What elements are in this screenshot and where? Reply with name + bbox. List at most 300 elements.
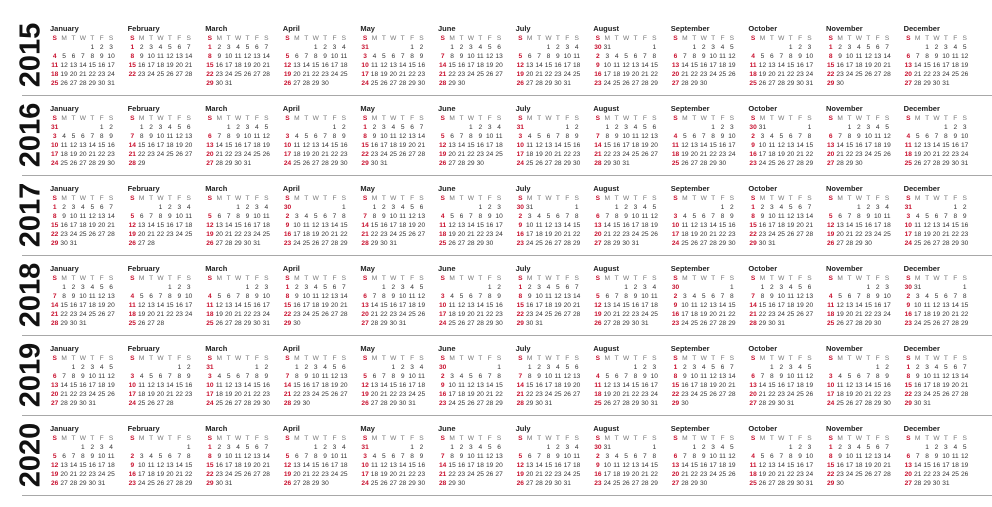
day-cell: 9: [760, 212, 765, 220]
day-cell: 4: [497, 124, 501, 131]
day-cell: 3: [962, 124, 967, 131]
day-cell: 20: [215, 230, 223, 238]
day-cell: 23: [215, 70, 223, 78]
weekday-header: S: [440, 195, 445, 202]
month-name: January: [50, 24, 79, 33]
weekday-header: W: [79, 355, 86, 362]
day-cell: 21: [439, 470, 447, 478]
day-cell: 8: [652, 52, 657, 60]
weekday-header: T: [943, 275, 948, 282]
day-cell: 5: [807, 364, 812, 371]
day-cell: 6: [410, 124, 414, 131]
day-cell: 27: [749, 399, 757, 407]
weekday-header: W: [467, 355, 474, 362]
day-cell: 25: [147, 479, 155, 487]
day-cell: 20: [874, 61, 882, 69]
month-calendar: [671, 20, 747, 92]
day-cell: 31: [225, 79, 233, 87]
day-cell: 23: [796, 70, 804, 78]
day-cell: 12: [864, 52, 872, 60]
weekday-header: S: [828, 195, 833, 202]
weekday-header: F: [487, 435, 492, 442]
day-cell: 4: [857, 444, 861, 451]
day-cell: 7: [944, 212, 948, 220]
day-cell: 23: [594, 79, 602, 87]
day-cell: 18: [777, 221, 785, 229]
day-cell: 20: [293, 70, 301, 78]
weekday-header: S: [285, 115, 290, 122]
day-cell: 21: [603, 230, 611, 238]
weekday-header: F: [953, 195, 958, 202]
day-cell: 29: [408, 479, 416, 487]
day-cell: 22: [516, 310, 524, 318]
day-cell: 1: [624, 284, 628, 291]
weekday-header: S: [807, 435, 812, 442]
day-cell: 14: [79, 61, 87, 69]
month-name: March: [205, 344, 228, 353]
day-cell: 2: [304, 364, 309, 371]
weekday-header: F: [99, 35, 104, 42]
day-cell: 17: [399, 301, 407, 309]
day-cell: 18: [951, 61, 959, 69]
day-cell: 5: [915, 132, 920, 140]
day-cell: 31: [603, 444, 611, 451]
day-cell: 11: [719, 52, 726, 60]
weekday-header: F: [332, 275, 337, 282]
day-cell: 15: [225, 141, 233, 149]
day-cell: 12: [486, 52, 494, 60]
day-cell: 20: [904, 70, 912, 78]
day-cell: 5: [459, 292, 464, 300]
day-cell: 23: [951, 150, 959, 158]
day-cell: 12: [563, 372, 571, 380]
weekday-header: T: [925, 195, 930, 202]
day-cell: 28: [845, 239, 854, 247]
weekday-header: S: [186, 355, 191, 362]
weekday-header: W: [778, 195, 785, 202]
weekday-header: T: [847, 35, 852, 42]
weekday-header: M: [526, 195, 533, 202]
day-cell: 22: [330, 150, 339, 158]
day-cell: 8: [925, 452, 929, 460]
day-cell: 9: [109, 132, 113, 140]
day-cell: 26: [641, 150, 649, 158]
weekday-header: T: [167, 275, 172, 282]
weekday-header: T: [323, 115, 328, 122]
month-name: February: [127, 424, 160, 433]
day-cell: 16: [573, 141, 581, 149]
day-cell: 3: [440, 292, 445, 300]
day-cell: 1: [527, 364, 532, 371]
day-cell: 25: [79, 230, 87, 238]
weekday-header: W: [933, 275, 940, 282]
day-cell: 18: [302, 230, 310, 238]
day-cell: 3: [944, 44, 948, 51]
weekday-header: F: [720, 115, 725, 122]
weekday-header: T: [459, 195, 464, 202]
day-cell: 21: [535, 70, 543, 78]
weekday-header: S: [130, 115, 135, 122]
weekday-header: T: [381, 35, 386, 42]
weekday-header: T: [866, 115, 871, 122]
day-cell: 31: [107, 79, 115, 87]
day-cell: 16: [293, 301, 301, 309]
weekday-header: T: [167, 35, 172, 42]
weekday-header: S: [108, 115, 114, 122]
day-cell: 21: [175, 470, 183, 478]
day-cell: 15: [166, 301, 174, 309]
day-cell: 24: [923, 390, 931, 398]
day-cell: 10: [330, 52, 339, 60]
day-cell: 21: [361, 230, 369, 238]
day-cell: 29: [467, 159, 475, 167]
day-cell: 13: [709, 301, 717, 309]
day-cell: 8: [158, 212, 163, 220]
day-cell: 14: [563, 221, 571, 229]
day-cell: 24: [681, 319, 689, 327]
day-cell: 6: [875, 444, 880, 451]
day-cell: 8: [255, 372, 259, 380]
day-cell: 27: [361, 319, 369, 327]
day-cell: 11: [495, 132, 503, 140]
weekday-header: M: [759, 115, 766, 122]
day-cell: 2: [478, 124, 483, 131]
day-cell: 28: [777, 479, 785, 487]
day-cell: 20: [923, 150, 931, 158]
day-cell: 15: [312, 61, 320, 69]
day-cell: 6: [186, 124, 191, 131]
day-cell: 12: [845, 381, 854, 389]
day-cell: 18: [594, 390, 602, 398]
day-cell: 26: [330, 390, 339, 398]
day-cell: 4: [751, 52, 755, 60]
day-cell: 23: [961, 230, 969, 238]
weekday-header: S: [285, 195, 290, 202]
day-cell: 4: [410, 284, 414, 291]
day-cell: 11: [418, 372, 425, 380]
day-cell: 1: [478, 204, 483, 211]
day-cell: 24: [69, 230, 78, 238]
weekday-header: T: [381, 115, 386, 122]
day-cell: 14: [700, 141, 708, 149]
day-cell: 23: [138, 70, 146, 78]
month-name: September: [670, 24, 710, 33]
day-cell: 20: [253, 461, 261, 469]
day-cell: 10: [709, 52, 717, 60]
weekday-header: T: [692, 275, 697, 282]
day-cell: 6: [99, 204, 104, 211]
day-cell: 5: [518, 52, 523, 60]
day-cell: 5: [838, 292, 842, 300]
weekday-header: W: [700, 195, 707, 202]
day-cell: 8: [469, 132, 473, 140]
day-cell: 14: [758, 381, 767, 389]
weekday-header: W: [855, 35, 862, 42]
day-cell: 16: [554, 461, 562, 469]
day-cell: 13: [60, 461, 68, 469]
day-cell: 6: [527, 52, 532, 60]
weekday-header: S: [652, 35, 657, 42]
day-cell: 23: [380, 230, 388, 238]
day-cell: 3: [711, 44, 715, 51]
day-cell: 9: [673, 301, 678, 309]
day-cell: 8: [186, 452, 191, 460]
day-cell: 23: [389, 310, 397, 318]
day-cell: 13: [138, 221, 146, 229]
day-cell: 5: [52, 452, 57, 460]
day-cell: 1: [751, 204, 755, 211]
day-cell: 20: [671, 70, 680, 78]
day-cell: 23: [681, 390, 689, 398]
day-cell: 30: [777, 399, 785, 407]
weekday-header: F: [177, 115, 182, 122]
day-cell: 14: [641, 461, 649, 469]
day-cell: 4: [168, 124, 172, 131]
day-cell: 24: [690, 390, 698, 398]
day-cell: 15: [603, 141, 611, 149]
day-cell: 8: [71, 372, 76, 380]
day-cell: 3: [304, 284, 309, 291]
day-cell: 2: [614, 124, 619, 131]
day-cell: 23: [166, 230, 174, 238]
day-cell: 19: [448, 230, 456, 238]
month-calendar: [360, 180, 436, 252]
day-cell: 6: [295, 452, 299, 460]
weekday-header: F: [720, 355, 725, 362]
weekday-header: W: [467, 35, 474, 42]
day-cell: 14: [864, 381, 872, 389]
day-cell: 28: [467, 239, 475, 247]
day-cell: 25: [107, 470, 115, 478]
day-cell: 21: [516, 390, 524, 398]
day-cell: 10: [709, 452, 717, 460]
day-cell: 21: [836, 150, 844, 158]
day-cell: 6: [139, 212, 144, 220]
day-cell: 11: [719, 452, 726, 460]
weekday-header: W: [390, 35, 397, 42]
day-cell: 2: [934, 44, 939, 51]
day-cell: 19: [777, 150, 785, 158]
day-cell: 15: [768, 381, 776, 389]
day-cell: 24: [641, 310, 649, 318]
day-cell: 20: [147, 310, 155, 318]
day-cell: 10: [728, 132, 736, 140]
weekday-header: S: [962, 435, 967, 442]
day-cell: 2: [186, 364, 191, 371]
day-cell: 1: [313, 444, 318, 451]
day-cell: 27: [805, 310, 814, 318]
day-cell: 13: [185, 132, 193, 140]
day-cell: 21: [594, 150, 602, 158]
day-cell: 11: [933, 372, 940, 380]
day-cell: 22: [864, 310, 872, 318]
day-cell: 30: [554, 79, 562, 87]
day-cell: 27: [613, 399, 621, 407]
weekday-header: W: [234, 275, 242, 282]
month-calendar: [128, 340, 204, 412]
day-cell: 12: [622, 61, 630, 69]
day-cell: 2: [574, 124, 579, 131]
day-cell: 9: [962, 212, 967, 220]
weekday-header: S: [729, 35, 735, 42]
day-cell: 13: [613, 381, 621, 389]
weekday-header: S: [574, 195, 579, 202]
day-cell: 7: [109, 204, 113, 211]
day-cell: 28: [399, 79, 407, 87]
day-cell: 23: [147, 150, 155, 158]
day-cell: 16: [594, 470, 602, 478]
day-cell: 5: [410, 204, 414, 211]
day-cell: 10: [671, 221, 680, 229]
weekday-header: M: [371, 355, 378, 362]
day-cell: 30: [457, 79, 466, 87]
day-cell: 20: [573, 381, 581, 389]
day-cell: 22: [486, 310, 494, 318]
weekday-header: T: [711, 115, 716, 122]
day-cell: 7: [469, 212, 473, 220]
day-cell: 5: [701, 292, 706, 300]
day-cell: 10: [845, 52, 854, 60]
weekday-header: S: [207, 115, 213, 122]
day-cell: 21: [681, 470, 689, 478]
weekday-header: T: [769, 275, 774, 282]
month-calendar: [128, 100, 204, 172]
month-name: June: [438, 344, 456, 353]
day-cell: 27: [932, 239, 941, 247]
month-name: April: [282, 424, 300, 433]
weekday-header: S: [673, 35, 678, 42]
weekday-header: M: [914, 195, 921, 202]
day-cell: 1: [605, 124, 610, 131]
day-cell: 30: [283, 204, 292, 211]
day-cell: 27: [175, 70, 183, 78]
weekday-header: T: [847, 275, 852, 282]
day-cell: 28: [107, 230, 115, 238]
day-cell: 13: [79, 141, 87, 149]
day-cell: 22: [650, 470, 658, 478]
month-name: August: [593, 344, 620, 353]
day-cell: 27: [671, 79, 680, 87]
day-cell: 2: [838, 44, 842, 51]
day-cell: 24: [380, 150, 388, 158]
weekday-header: S: [264, 355, 269, 362]
day-cell: 9: [419, 52, 424, 60]
day-cell: 15: [845, 141, 854, 149]
day-cell: 7: [372, 292, 377, 300]
day-cell: 4: [537, 212, 541, 220]
day-cell: 21: [166, 390, 174, 398]
weekday-header: F: [798, 435, 803, 442]
weekday-header: T: [71, 115, 76, 122]
day-cell: 4: [52, 52, 57, 60]
day-cell: 30: [526, 319, 534, 327]
day-cell: 16: [60, 221, 68, 229]
day-cell: 17: [486, 141, 494, 149]
day-cell: 1: [363, 124, 367, 131]
day-cell: 8: [828, 452, 833, 460]
day-cell: 22: [671, 390, 680, 398]
weekday-header: T: [788, 355, 793, 362]
weekday-header: T: [692, 435, 697, 442]
day-cell: 7: [885, 44, 889, 51]
month-calendar: [128, 180, 204, 252]
weekday-header: W: [234, 195, 242, 202]
weekday-header: T: [633, 35, 638, 42]
day-cell: 4: [236, 444, 240, 451]
day-cell: 3: [71, 204, 76, 211]
day-cell: 3: [565, 44, 570, 51]
day-cell: 7: [885, 444, 889, 451]
day-cell: 30: [932, 479, 941, 487]
day-cell: 6: [673, 452, 678, 460]
day-cell: 12: [796, 292, 804, 300]
day-cell: 23: [700, 470, 708, 478]
day-cell: 7: [186, 44, 191, 51]
day-cell: 26: [283, 79, 292, 87]
day-cell: 21: [457, 150, 466, 158]
day-cell: 10: [914, 301, 922, 309]
day-cell: 11: [690, 301, 698, 309]
weekday-header: T: [925, 35, 930, 42]
day-cell: 25: [690, 319, 698, 327]
day-cell: 22: [225, 150, 233, 158]
day-cell: 1: [208, 444, 212, 451]
weekday-header: F: [953, 355, 958, 362]
weekday-header: M: [371, 35, 378, 42]
weekday-header: W: [157, 35, 164, 42]
month-calendar: [826, 260, 902, 332]
day-cell: 15: [253, 381, 261, 389]
day-cell: 19: [175, 141, 183, 149]
weekday-header: M: [294, 35, 300, 42]
day-cell: 25: [796, 390, 804, 398]
day-cell: 16: [215, 61, 223, 69]
weekday-header: F: [487, 195, 492, 202]
day-cell: 8: [313, 52, 318, 60]
day-cell: 14: [914, 61, 922, 69]
day-cell: 25: [874, 150, 882, 158]
weekday-header: T: [866, 275, 871, 282]
day-cell: 17: [864, 141, 872, 149]
day-cell: 8: [546, 452, 551, 460]
weekday-header: F: [177, 435, 182, 442]
day-cell: 2: [751, 132, 755, 140]
day-cell: 14: [147, 221, 155, 229]
day-cell: 28: [399, 479, 407, 487]
weekday-header: T: [537, 35, 542, 42]
day-cell: 18: [681, 230, 689, 238]
day-cell: 17: [175, 221, 183, 229]
day-cell: 3: [99, 444, 104, 451]
day-cell: 26: [777, 159, 785, 167]
day-cell: 11: [448, 301, 456, 309]
day-cell: 9: [751, 141, 755, 149]
day-cell: 18: [234, 61, 242, 69]
day-cell: 6: [419, 204, 424, 211]
month-name: November: [826, 344, 863, 353]
day-cell: 13: [787, 141, 795, 149]
day-cell: 29: [787, 479, 795, 487]
day-cell: 19: [914, 150, 922, 158]
weekday-header: W: [622, 275, 630, 282]
day-cell: 5: [419, 284, 424, 291]
day-cell: 19: [516, 70, 524, 78]
day-cell: 7: [683, 452, 687, 460]
day-cell: 30: [215, 79, 223, 87]
month-name: May: [360, 184, 375, 193]
day-cell: 25: [923, 319, 931, 327]
day-cell: 31: [516, 124, 524, 131]
